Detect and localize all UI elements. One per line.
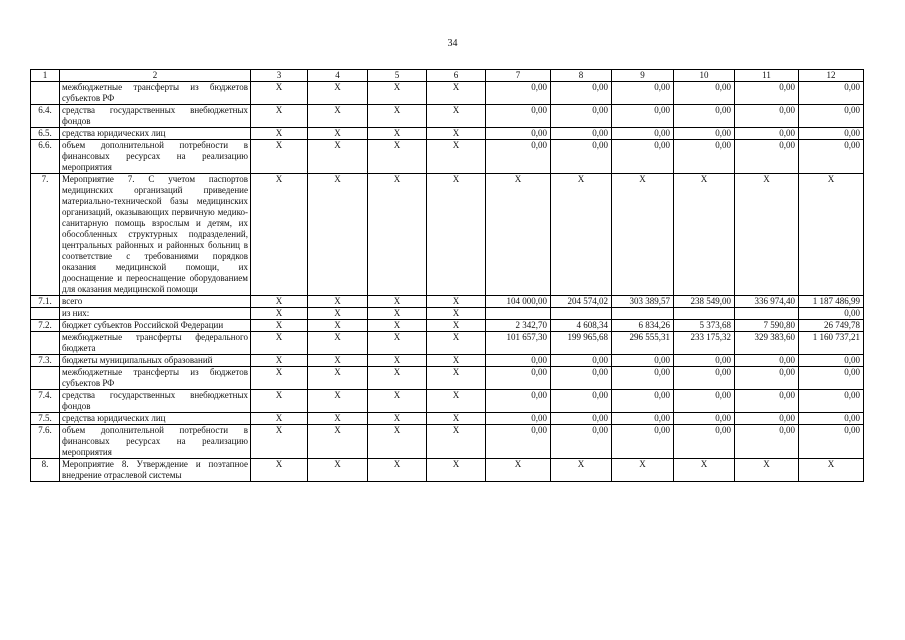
mark-cell: X <box>368 413 427 425</box>
mark-cell: X <box>427 413 486 425</box>
row-number: 6.6. <box>31 140 60 174</box>
mark-cell: X <box>251 296 308 308</box>
value-cell: X <box>486 174 551 296</box>
value-cell: 0,00 <box>735 355 799 367</box>
column-header: 6 <box>427 70 486 82</box>
column-header: 12 <box>799 70 864 82</box>
mark-cell: X <box>308 174 368 296</box>
mark-cell: X <box>251 308 308 320</box>
row-label: Мероприятие 8. Утверждение и поэтапное внедрение отраслевой системы <box>60 459 251 482</box>
value-cell: 0,00 <box>612 82 674 105</box>
mark-cell: X <box>251 128 308 140</box>
value-cell: 336 974,40 <box>735 296 799 308</box>
value-cell: 0,00 <box>674 367 735 390</box>
value-cell: 0,00 <box>735 390 799 413</box>
value-cell: 0,00 <box>674 355 735 367</box>
value-cell: 0,00 <box>612 140 674 174</box>
row-number: 7.3. <box>31 355 60 367</box>
mark-cell: X <box>427 140 486 174</box>
mark-cell: X <box>251 425 308 459</box>
value-cell: 0,00 <box>799 367 864 390</box>
value-cell: 0,00 <box>735 425 799 459</box>
value-cell: 0,00 <box>551 367 612 390</box>
mark-cell: X <box>251 320 308 332</box>
value-cell: X <box>612 459 674 482</box>
mark-cell: X <box>427 308 486 320</box>
table-row <box>31 367 864 390</box>
mark-cell: X <box>427 390 486 413</box>
value-cell: 329 383,60 <box>735 332 799 355</box>
column-header: 2 <box>60 70 251 82</box>
mark-cell: X <box>368 174 427 296</box>
table-row <box>31 82 864 105</box>
value-cell <box>551 308 612 320</box>
row-number: 7.5. <box>31 413 60 425</box>
mark-cell: X <box>368 308 427 320</box>
value-cell: 0,00 <box>735 140 799 174</box>
value-cell: 6 834,26 <box>612 320 674 332</box>
value-cell: 0,00 <box>486 355 551 367</box>
mark-cell: X <box>251 140 308 174</box>
value-cell: 26 749,78 <box>799 320 864 332</box>
value-cell: 0,00 <box>799 128 864 140</box>
value-cell: 296 555,31 <box>612 332 674 355</box>
mark-cell: X <box>251 82 308 105</box>
value-cell: 0,00 <box>799 390 864 413</box>
value-cell: 0,00 <box>551 390 612 413</box>
mark-cell: X <box>308 105 368 128</box>
column-header: 10 <box>674 70 735 82</box>
value-cell: 0,00 <box>735 128 799 140</box>
mark-cell: X <box>308 308 368 320</box>
mark-cell: X <box>368 367 427 390</box>
value-cell: 0,00 <box>735 367 799 390</box>
value-cell: 199 965,68 <box>551 332 612 355</box>
value-cell: 0,00 <box>674 128 735 140</box>
row-number: 7.1. <box>31 296 60 308</box>
mark-cell: X <box>251 355 308 367</box>
row-number: 7. <box>31 174 60 296</box>
mark-cell: X <box>368 425 427 459</box>
mark-cell: X <box>368 128 427 140</box>
mark-cell: X <box>427 174 486 296</box>
value-cell: X <box>674 174 735 296</box>
value-cell: 0,00 <box>799 355 864 367</box>
mark-cell: X <box>368 355 427 367</box>
value-cell: X <box>551 459 612 482</box>
value-cell: X <box>551 174 612 296</box>
mark-cell: X <box>308 355 368 367</box>
value-cell: 204 574,02 <box>551 296 612 308</box>
value-cell: 0,00 <box>486 367 551 390</box>
column-header: 9 <box>612 70 674 82</box>
value-cell: 1 160 737,21 <box>799 332 864 355</box>
mark-cell: X <box>308 459 368 482</box>
value-cell: 0,00 <box>735 413 799 425</box>
value-cell: 0,00 <box>612 390 674 413</box>
row-label: объем дополнительной потребности в финансовых ресурсах на реализацию мероприятия <box>60 425 251 459</box>
row-label: межбюджетные трансферты из бюджетов субъектов РФ <box>60 82 251 105</box>
value-cell: 0,00 <box>612 367 674 390</box>
row-label: бюджеты муниципальных образований <box>60 355 251 367</box>
value-cell: 0,00 <box>735 82 799 105</box>
mark-cell: X <box>368 140 427 174</box>
row-label: средства юридических лиц <box>60 413 251 425</box>
table-row <box>31 355 864 367</box>
table-row <box>31 105 864 128</box>
mark-cell: X <box>427 355 486 367</box>
value-cell: 303 389,57 <box>612 296 674 308</box>
mark-cell: X <box>368 320 427 332</box>
value-cell: 0,00 <box>799 413 864 425</box>
value-cell: 5 373,68 <box>674 320 735 332</box>
mark-cell: X <box>308 425 368 459</box>
value-cell: 104 000,00 <box>486 296 551 308</box>
mark-cell: X <box>427 332 486 355</box>
row-label: Мероприятие 7. С учетом паспортов медицинских организаций приведение материально-технической базы медицинских организаций, оказывающих первичную медико-санитарную помощь взрослым и детям, их обособленных структурных подразделений, центральных районных и районных больниц в соответствие с требованиями порядков оказания медицинской помощи, их дооснащение и переоснащение оборудованием для оказания медицинской помощи <box>60 174 251 296</box>
value-cell <box>674 308 735 320</box>
value-cell: 0,00 <box>674 425 735 459</box>
row-label: межбюджетные трансферты из бюджетов субъектов РФ <box>60 367 251 390</box>
mark-cell: X <box>308 320 368 332</box>
value-cell: 0,00 <box>612 105 674 128</box>
page-number: 34 <box>447 38 458 49</box>
mark-cell: X <box>368 105 427 128</box>
value-cell: X <box>799 174 864 296</box>
row-number: 6.4. <box>31 105 60 128</box>
row-number <box>31 367 60 390</box>
value-cell: 0,00 <box>551 413 612 425</box>
value-cell: 0,00 <box>799 82 864 105</box>
mark-cell: X <box>308 332 368 355</box>
value-cell: X <box>674 459 735 482</box>
row-number: 7.2. <box>31 320 60 332</box>
mark-cell: X <box>251 413 308 425</box>
value-cell: 0,00 <box>551 105 612 128</box>
table-row <box>31 140 864 174</box>
column-header: 7 <box>486 70 551 82</box>
mark-cell: X <box>427 128 486 140</box>
mark-cell: X <box>368 296 427 308</box>
value-cell: 2 342,70 <box>486 320 551 332</box>
value-cell: 0,00 <box>551 140 612 174</box>
value-cell: 0,00 <box>551 82 612 105</box>
row-label: средства государственных внебюджетных фондов <box>60 105 251 128</box>
mark-cell: X <box>251 367 308 390</box>
value-cell: 0,00 <box>486 425 551 459</box>
value-cell: X <box>486 459 551 482</box>
column-header: 1 <box>31 70 60 82</box>
mark-cell: X <box>308 128 368 140</box>
mark-cell: X <box>427 296 486 308</box>
value-cell: 0,00 <box>551 128 612 140</box>
row-label: бюджет субъектов Российской Федерации <box>60 320 251 332</box>
mark-cell: X <box>308 296 368 308</box>
value-cell: 233 175,32 <box>674 332 735 355</box>
table-row <box>31 320 864 332</box>
table-row <box>31 390 864 413</box>
row-number <box>31 82 60 105</box>
value-cell: 4 608,34 <box>551 320 612 332</box>
value-cell: 0,00 <box>486 140 551 174</box>
value-cell: 0,00 <box>551 355 612 367</box>
mark-cell: X <box>427 425 486 459</box>
table-row <box>31 174 864 296</box>
value-cell: 0,00 <box>612 413 674 425</box>
value-cell: 238 549,00 <box>674 296 735 308</box>
value-cell: 0,00 <box>674 105 735 128</box>
mark-cell: X <box>368 390 427 413</box>
table-row <box>31 308 864 320</box>
value-cell: 0,00 <box>799 425 864 459</box>
value-cell: 0,00 <box>612 425 674 459</box>
mark-cell: X <box>251 332 308 355</box>
value-cell: X <box>612 174 674 296</box>
column-header: 5 <box>368 70 427 82</box>
row-number <box>31 332 60 355</box>
row-number <box>31 308 60 320</box>
mark-cell: X <box>427 82 486 105</box>
value-cell: 0,00 <box>486 413 551 425</box>
row-number: 7.4. <box>31 390 60 413</box>
table-row <box>31 296 864 308</box>
column-header: 11 <box>735 70 799 82</box>
mark-cell: X <box>368 332 427 355</box>
row-label: объем дополнительной потребности в финансовых ресурсах на реализацию мероприятия <box>60 140 251 174</box>
mark-cell: X <box>308 390 368 413</box>
mark-cell: X <box>427 459 486 482</box>
value-cell: 0,00 <box>799 105 864 128</box>
table-row <box>31 413 864 425</box>
mark-cell: X <box>251 105 308 128</box>
value-cell <box>735 308 799 320</box>
value-cell: 0,00 <box>674 390 735 413</box>
mark-cell: X <box>308 413 368 425</box>
table-row <box>31 425 864 459</box>
row-label: средства юридических лиц <box>60 128 251 140</box>
row-number: 6.5. <box>31 128 60 140</box>
value-cell: X <box>735 174 799 296</box>
value-cell: 0,00 <box>735 105 799 128</box>
column-header-row <box>31 70 864 82</box>
value-cell: 0,00 <box>799 140 864 174</box>
value-cell: 0,00 <box>486 105 551 128</box>
mark-cell: X <box>251 459 308 482</box>
value-cell: X <box>735 459 799 482</box>
mark-cell: X <box>308 367 368 390</box>
column-header: 8 <box>551 70 612 82</box>
value-cell: 0,00 <box>551 425 612 459</box>
row-label: межбюджетные трансферты федерального бюджета <box>60 332 251 355</box>
mark-cell: X <box>427 105 486 128</box>
value-cell: 0,00 <box>486 128 551 140</box>
value-cell: 0,00 <box>674 413 735 425</box>
table-row <box>31 459 864 482</box>
value-cell <box>612 308 674 320</box>
row-label: всего <box>60 296 251 308</box>
table-row <box>31 128 864 140</box>
column-header: 3 <box>251 70 308 82</box>
table-row <box>31 332 864 355</box>
value-cell: 101 657,30 <box>486 332 551 355</box>
value-cell: 0,00 <box>612 128 674 140</box>
row-label: средства государственных внебюджетных фондов <box>60 390 251 413</box>
mark-cell: X <box>427 320 486 332</box>
mark-cell: X <box>427 367 486 390</box>
row-number: 8. <box>31 459 60 482</box>
mark-cell: X <box>308 140 368 174</box>
column-header: 4 <box>308 70 368 82</box>
value-cell: 0,00 <box>674 82 735 105</box>
mark-cell: X <box>368 459 427 482</box>
row-number: 7.6. <box>31 425 60 459</box>
row-label: из них: <box>60 308 251 320</box>
value-cell: X <box>799 459 864 482</box>
value-cell: 0,00 <box>799 308 864 320</box>
value-cell: 7 590,80 <box>735 320 799 332</box>
mark-cell: X <box>368 82 427 105</box>
value-cell: 1 187 486,99 <box>799 296 864 308</box>
budget-table <box>30 69 864 482</box>
mark-cell: X <box>251 174 308 296</box>
value-cell <box>486 308 551 320</box>
mark-cell: X <box>251 390 308 413</box>
mark-cell: X <box>308 82 368 105</box>
value-cell: 0,00 <box>486 82 551 105</box>
value-cell: 0,00 <box>612 355 674 367</box>
value-cell: 0,00 <box>486 390 551 413</box>
value-cell: 0,00 <box>674 140 735 174</box>
